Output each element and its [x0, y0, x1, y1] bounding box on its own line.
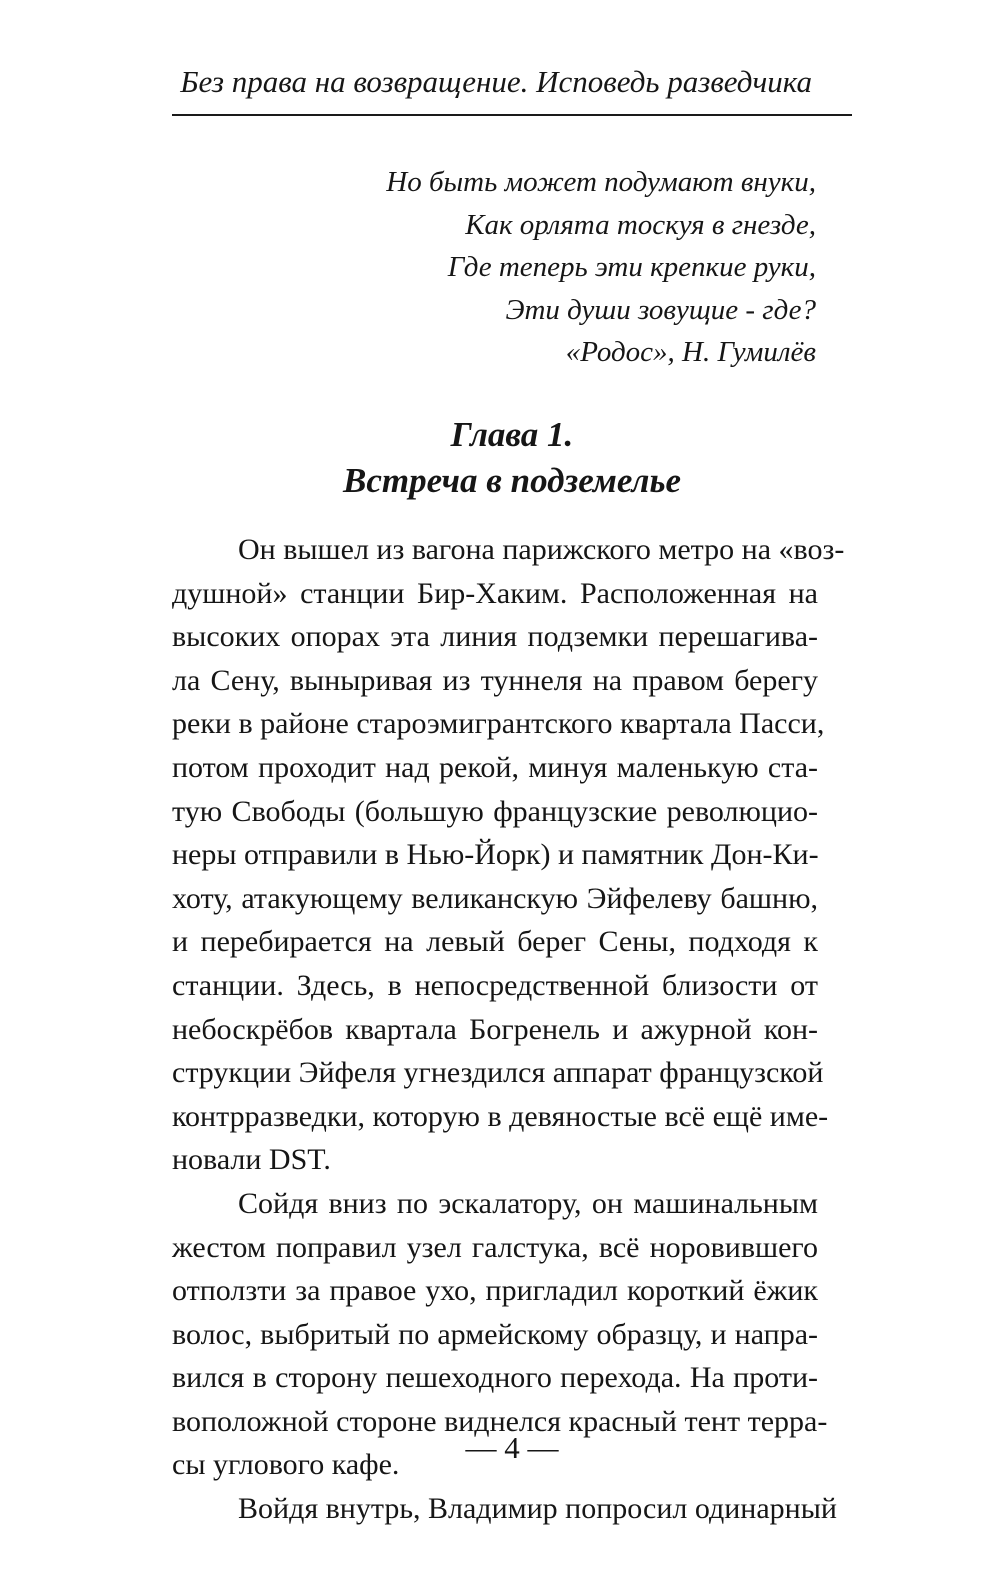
paragraph — [172, 1487, 837, 1531]
chapter-title: Встреча в подземелье — [342, 461, 681, 500]
text-line: душной» станции Бир-Хаким. Расположенная на — [172, 576, 818, 610]
text-line: отползти за правое ухо, пригладил короткий ёжик — [172, 1274, 818, 1308]
running-header: Без права на возвращение. Исповедь разведчика — [180, 64, 812, 99]
epigraph-line: Как орлята тоскуя в гнезде, — [465, 208, 816, 241]
epigraph-line: Но быть может подумают внуки, — [386, 166, 816, 198]
text-line: потом проходит над рекой, минуя маленькую ста- — [172, 750, 818, 784]
epigraph-line: Где теперь эти крепкие руки, — [447, 251, 816, 283]
header-rule — [172, 114, 852, 116]
text-line: волос, выбритый по армейскому образцу, и напра- — [172, 1317, 818, 1351]
body-text — [172, 528, 845, 1531]
text-line: высоких опорах эта линия подземки перешагива- — [172, 620, 818, 654]
text-line: новали DST. — [172, 1143, 331, 1177]
text-line: Он вышел из вагона парижского метро на «воз- — [238, 533, 845, 566]
text-line: Сойдя вниз по эскалатору, он машинальным — [238, 1186, 818, 1220]
chapter-number: Глава 1. — [450, 415, 574, 454]
text-line: струкции Эйфеля угнездился аппарат французской — [172, 1056, 824, 1090]
text-line: и перебирается на левый берег Сены, подходя к — [172, 925, 818, 959]
page-number: — 4 — — [465, 1430, 559, 1465]
text-line: небоскрёбов квартала Богренель и ажурной кон- — [172, 1012, 818, 1046]
text-line: контрразведки, которую в девяностые всё ещё име- — [172, 1099, 829, 1133]
text-line: воположной стороне виднелся красный тент терра- — [172, 1404, 828, 1438]
chapter-heading — [172, 412, 852, 504]
paragraph — [172, 528, 845, 1182]
text-line: хоту, атакующему великанскую Эйфелеву башню, — [172, 881, 818, 915]
text-line: неры отправили в Нью-Йорк) и памятник Дон-Ки- — [172, 838, 819, 872]
epigraph — [330, 161, 816, 374]
text-line: тую Свободы (большую французские революцио- — [172, 794, 818, 828]
text-line: ла Сену, выныривая из туннеля на правом берегу — [172, 663, 818, 697]
text-line: реки в районе староэмигрантского квартала Пасси, — [172, 707, 825, 741]
text-line: жестом поправил узел галстука, всё норовившего — [172, 1230, 818, 1264]
epigraph-source: «Родос», Н. Гумилёв — [565, 336, 816, 368]
text-line: Войдя внутрь, Владимир попросил одинарный — [238, 1492, 837, 1526]
epigraph-line: Эти души зовущие - где? — [505, 293, 816, 326]
text-line: сы углового кафе. — [172, 1448, 400, 1482]
text-line: станции. Здесь, в непосредственной близости от — [172, 968, 818, 1002]
text-line: вился в сторону пешеходного перехода. На проти- — [172, 1361, 818, 1395]
